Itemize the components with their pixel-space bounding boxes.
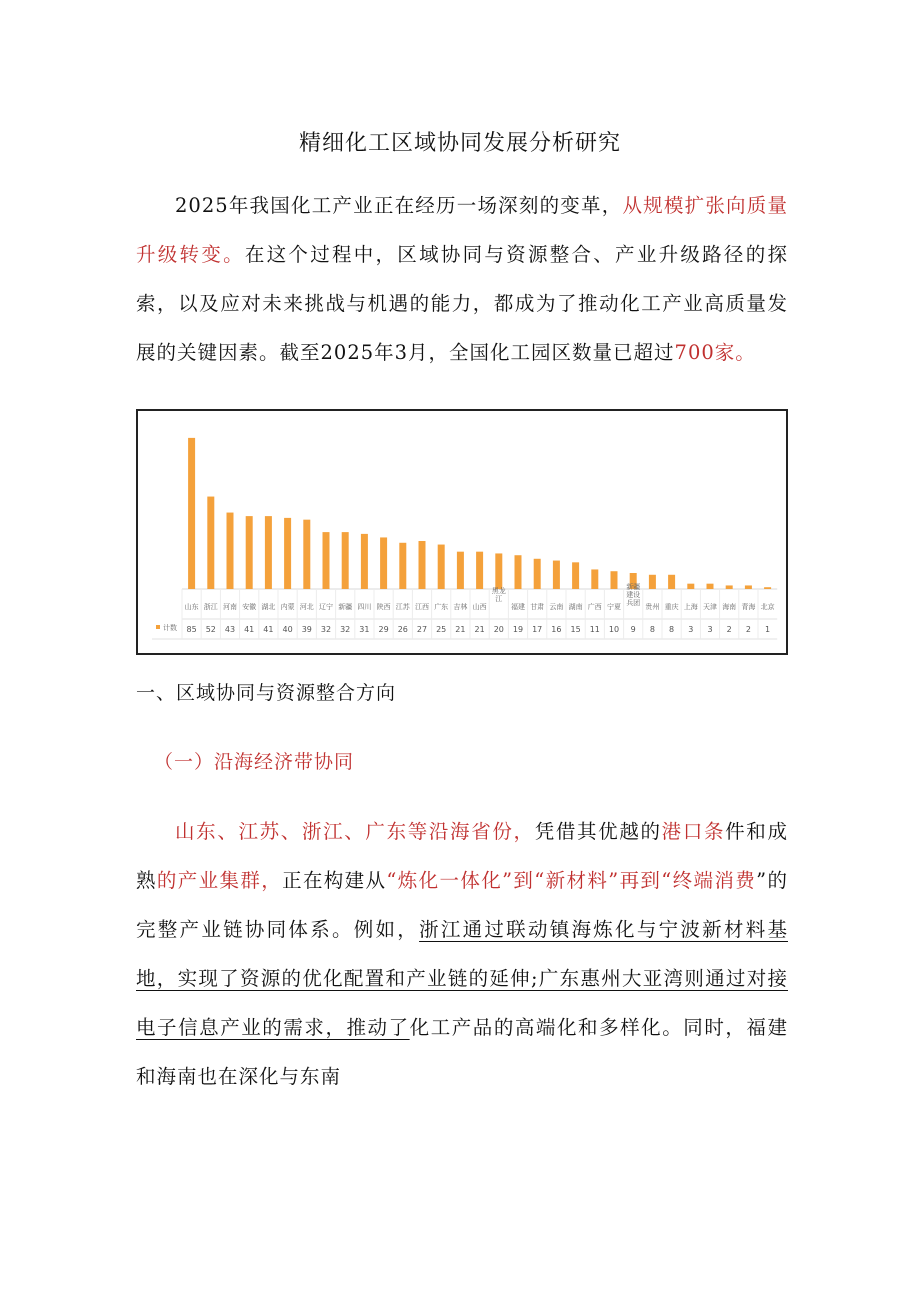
bar-山西: [476, 552, 483, 589]
bar-青海: [745, 585, 752, 589]
bar-北京: [764, 587, 771, 589]
chain-highlight: “炼化一体化”到“新材料”再到“终端消费: [386, 869, 757, 892]
intro-highlight-count: 700家。: [674, 341, 756, 364]
intro-highlight-transition: 从规模扩张向质量升级转变。: [136, 194, 788, 266]
legend-label: 计数: [163, 624, 177, 632]
bar-宁夏: [611, 571, 618, 589]
bar-重庆: [668, 575, 675, 589]
tick-label-宁夏: 宁夏: [607, 603, 621, 611]
intro-text-c: 在这个过程中，区域协同与资源整合、产业升级路径的探索，以及应对未来挑战与机遇的能力，都成为了推动化工产业高质量发展的关键因素。截至2025年3月，全国化工园区数量已超过: [136, 243, 788, 364]
value-label-新疆: 32: [340, 625, 351, 634]
tick-label-黑龙江: 黑龙: [491, 587, 506, 595]
value-label-广西: 11: [589, 625, 600, 634]
tick-label-福建: 福建: [511, 603, 525, 611]
example-underlined: 浙江通过联动镇海炼化与宁波新材料基地，实现了资源的优化配置和产业链的延伸;广东惠州大亚湾则通过对接电子信息产业的需求，推动了: [136, 918, 788, 1039]
value-label-北京: 1: [765, 625, 771, 634]
bar-海南: [726, 585, 733, 589]
intro-paragraph: [136, 181, 788, 377]
value-label-湖南: 15: [570, 625, 581, 634]
bar-湖南: [572, 562, 579, 589]
value-label-陕西: 29: [378, 625, 389, 634]
tick-label-黑龙江: 江: [495, 595, 503, 603]
cluster-highlight: 的产业集群，: [156, 869, 283, 892]
coastal-text-j: 化工产品的高端化和多样化。同时，福建和海南也在深化与东南: [136, 1016, 788, 1088]
value-label-黑龙江: 20: [493, 625, 504, 634]
intro-text-a: 2025年我国化工产业正在经历一场深刻的变革，: [175, 194, 623, 217]
coastal-text-h: ”的完整产业链协同体系。例如，: [136, 869, 788, 941]
tick-label-内蒙: 内蒙: [280, 603, 295, 611]
tick-label-江西: 江西: [415, 603, 429, 611]
tick-label-广东: 广东: [434, 603, 449, 611]
value-label-河北: 39: [301, 625, 312, 634]
value-label-湖北: 41: [263, 625, 274, 634]
bar-江苏: [399, 543, 406, 589]
port-highlight: 港口条: [661, 820, 726, 843]
chart-canvas: [138, 411, 786, 653]
coastal-provinces-highlight: 山东、江苏、浙江、广东等沿海省份，: [175, 820, 535, 843]
tick-label-广西: 广西: [587, 603, 602, 611]
bar-福建: [515, 555, 522, 589]
value-label-贵州: 8: [649, 625, 655, 634]
bar-上海: [687, 584, 694, 589]
bar-内蒙: [284, 518, 291, 589]
value-label-安徽: 41: [244, 625, 255, 634]
value-label-山东: 85: [186, 625, 197, 634]
tick-label-陕西: 陕西: [376, 603, 391, 611]
tick-label-山西: 山西: [472, 603, 487, 611]
tick-label-四川: 四川: [357, 603, 372, 611]
tick-label-云南: 云南: [549, 603, 564, 611]
coastal-paragraph: [136, 807, 788, 1101]
value-label-上海: 3: [688, 625, 694, 634]
bar-四川: [361, 534, 368, 589]
tick-label-辽宁: 辽宁: [319, 603, 333, 611]
tick-label-重庆: 重庆: [664, 603, 679, 611]
tick-label-山东: 山东: [184, 603, 199, 611]
bar-江西: [419, 541, 426, 589]
value-label-青海: 2: [745, 625, 751, 634]
value-label-浙江: 52: [205, 625, 216, 634]
tick-label-青海: 青海: [741, 603, 756, 611]
value-label-天津: 3: [707, 625, 713, 634]
tick-label-天津: 天津: [703, 603, 717, 611]
value-label-江苏: 26: [397, 625, 408, 634]
bar-甘肃: [534, 559, 541, 589]
value-label-广东: 25: [436, 625, 447, 634]
value-label-重庆: 8: [669, 625, 675, 634]
bar-辽宁: [323, 532, 330, 589]
subsection-heading: （一）沿海经济带协同: [154, 751, 355, 773]
value-label-江西: 27: [416, 625, 428, 634]
value-label-云南: 16: [551, 625, 562, 634]
bar-河北: [303, 520, 310, 589]
bar-安徽: [246, 516, 253, 589]
value-label-新疆建设兵团: 9: [630, 625, 636, 634]
bar-天津: [707, 584, 714, 589]
chemical-parks-bar-chart: [136, 409, 788, 655]
tick-label-新疆: 新疆: [338, 603, 353, 611]
tick-label-河南: 河南: [223, 603, 237, 611]
value-label-吉林: 21: [455, 625, 466, 634]
tick-label-海南: 海南: [722, 603, 737, 611]
tick-label-江苏: 江苏: [395, 603, 410, 611]
bar-陕西: [380, 537, 387, 589]
value-label-山西: 21: [474, 625, 485, 634]
tick-label-浙江: 浙江: [203, 603, 218, 611]
value-label-海南: 2: [726, 625, 732, 634]
bar-云南: [553, 561, 560, 589]
value-label-辽宁: 32: [320, 625, 332, 634]
tick-label-湖南: 湖南: [568, 603, 583, 611]
coastal-text-d: 件和成熟: [136, 820, 788, 892]
section-heading: 一、区域协同与资源整合方向: [136, 682, 397, 704]
value-label-内蒙: 40: [282, 625, 293, 634]
bar-浙江: [207, 497, 214, 589]
tick-label-新疆建设兵团: 兵团: [626, 599, 641, 607]
value-label-宁夏: 10: [608, 625, 620, 634]
tick-label-新疆建设兵团: 建设: [626, 591, 641, 599]
bar-新疆: [342, 532, 349, 589]
bar-广东: [438, 545, 445, 589]
tick-label-吉林: 吉林: [453, 603, 468, 611]
legend-swatch: [156, 625, 160, 629]
value-label-河南: 43: [224, 625, 236, 634]
bar-黑龙江: [495, 553, 502, 589]
tick-label-河北: 河北: [299, 603, 314, 611]
value-label-甘肃: 17: [532, 625, 543, 634]
bar-贵州: [649, 575, 656, 589]
value-label-四川: 31: [359, 625, 370, 634]
coastal-text-b: 凭借其优越的: [534, 820, 662, 843]
bar-广西: [591, 569, 598, 589]
bar-山东: [188, 438, 195, 589]
bar-吉林: [457, 552, 464, 589]
tick-label-湖北: 湖北: [261, 603, 276, 611]
page-title: 精细化工区域协同发展分析研究: [298, 131, 621, 156]
coastal-text-f: 正在构建从: [282, 869, 387, 892]
bar-湖北: [265, 516, 272, 589]
tick-label-甘肃: 甘肃: [530, 603, 545, 611]
tick-label-贵州: 贵州: [645, 603, 660, 611]
tick-label-安徽: 安徽: [242, 603, 257, 611]
bar-河南: [227, 513, 234, 589]
tick-label-上海: 上海: [683, 603, 698, 611]
tick-label-新疆建设兵团: 新疆: [626, 583, 641, 591]
tick-label-北京: 北京: [760, 603, 775, 611]
value-label-福建: 19: [512, 625, 524, 634]
